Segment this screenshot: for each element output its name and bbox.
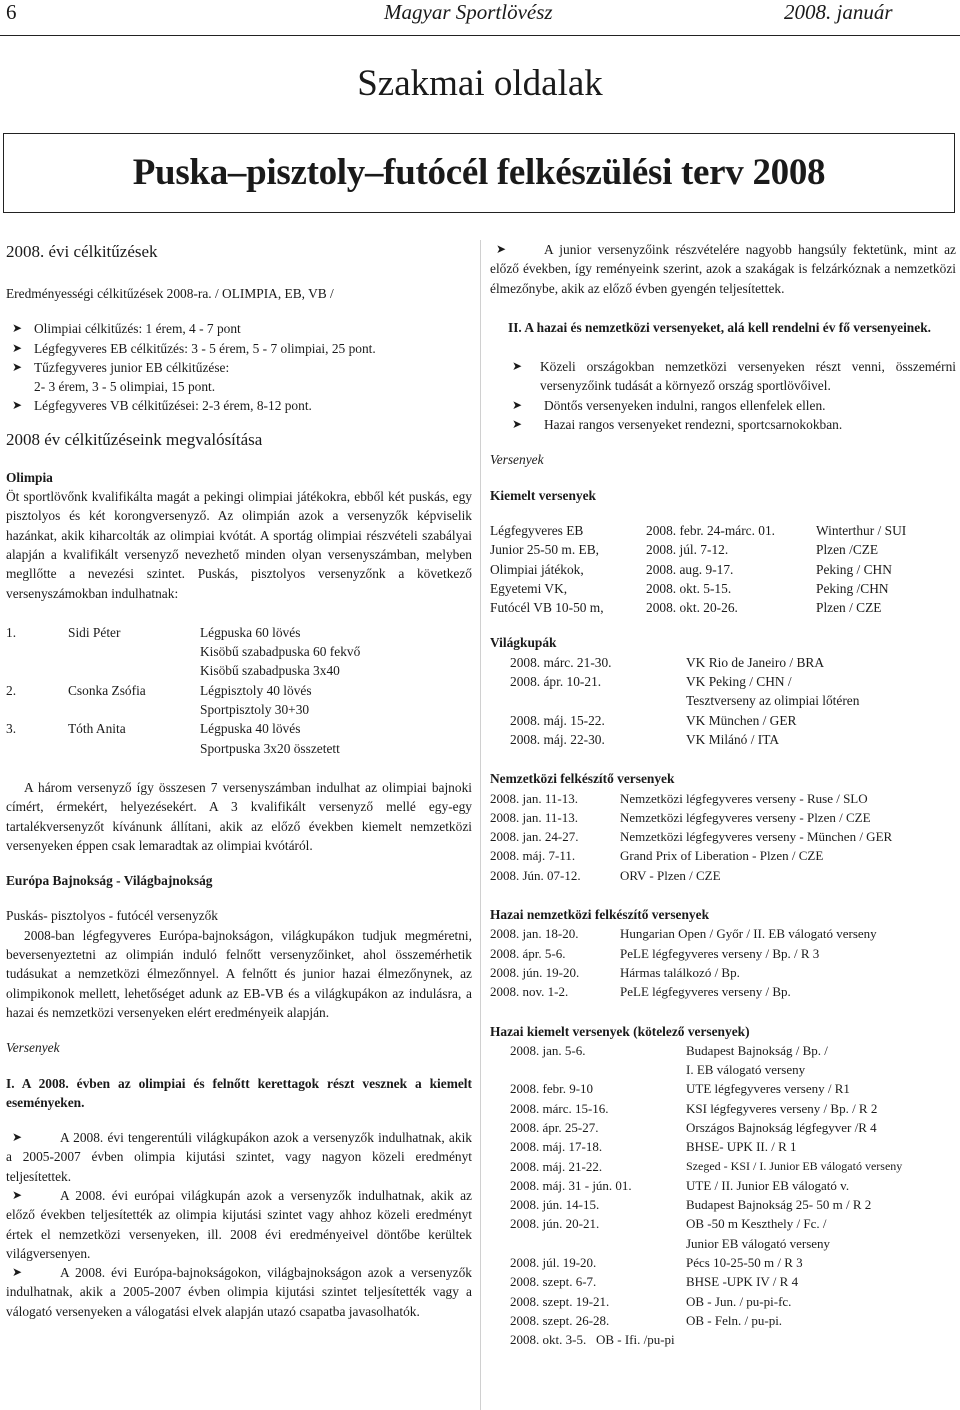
goal-bullet: ➤ Olimpiai célkitűzés: 1 érem, 4 - 7 pont xyxy=(6,319,472,338)
eb-subheading: Puskás- pisztolyos - futócél versenyzők xyxy=(6,908,218,924)
hazai-nk-heading: Hazai nemzetközi felkészítő versenyek xyxy=(490,907,710,923)
kiemelt-heading: Kiemelt versenyek xyxy=(490,487,596,503)
nemzetkozi-heading: Nemzetközi felkészítő versenyek xyxy=(490,771,675,787)
hazai-kiemelt-table xyxy=(490,1041,956,1350)
table-row: 2008. jún. 19-20. Hármas találkozó / Bp. xyxy=(490,964,740,980)
hazai-kiemelt-heading: Hazai kiemelt versenyek (kötelező versenyek) xyxy=(490,1023,750,1039)
athlete-row: 3. Tóth Anita Légpuska 40 lövés xyxy=(6,721,301,737)
table-row: 2008. okt. 3-5. OB - Ifi. /pu-pi xyxy=(510,1332,675,1348)
olimpia-paragraph: Öt sportlövőnk kvalifikálta magát a pekingi olimpiai játékokra, ebből két puskás, egy pisztolyos és két korongversenyző. Az olimpián azok a versenyzők képviselik hazánkat, akik kiharcolták az olimpiai kvótát. A sportág olimpiai részvételi szabályai alapján a kvalifikált versenyző nevezhető minden olyan versenyszámban, melyben megllőtte a nevezési szintet. Puskás, pisztolyos versenyzőnk a következő versenyszámokban indulhatnak: xyxy=(6,489,472,601)
table-row: 2008. ápr. 10-21. VK Peking / CHN / xyxy=(510,674,792,690)
point2-bullet: ➤ Közeli országokban nemzetközi versenyeken részt venni, összemérni versenyzőink tudását a környező ország sportlövőivel. xyxy=(512,359,956,394)
eb-paragraph: 2008-ban légfegyveres Európa-bajnokságon, világkupákon tudjuk megméretni, beversenyeztetni az olimpián induló felnőtt versenyzőinket, ahol összemérhetik tudásukat a nemzetközi élmezőnnyel. A felnőtt és junior hazai élmezőnynek, az olimpikonok mellett, lehetőséget adunk az EB-VB és a világkupákon az indulásra, a hazai és nemzetközi versenyeken elért eredményeik alapján. xyxy=(6,927,472,1020)
junior-bullet: ➤ A junior versenyzőink részvételére nagyobb hangsúly fektetünk, mint az előző években, így reményeink szerint, azok a szakágak is felzárkóznak a nemzetközi élmezőnybe, akik az előző évben gyengén teljesítettek. xyxy=(490,242,956,296)
table-row: 2008. szept. 6-7. BHSE -UPK IV / R 4 xyxy=(510,1274,799,1290)
versenyek-heading: Versenyek xyxy=(6,1040,60,1056)
arrow-bullet-icon: ➤ xyxy=(12,398,23,413)
point1-bullet: ➤ A 2008. évi Európa-bajnokságokon, világbajnokságon azok a versenyzők indulhatnak, akik a 2005-2007 évben olimpia kijutási szintet teljesítették vagy a válogató versenyeken a válogatási elvek alapján utazó csapatba javasolhatók. xyxy=(6,1265,472,1319)
point2-heading: II. A hazai és nemzetközi versenyeket, alá kell rendelni év fő versenyeinek. xyxy=(508,319,931,335)
table-row: Junior EB válogató verseny xyxy=(686,1235,831,1251)
table-row: Olimpiai játékok, 2008. aug. 9-17. Peking / CHN xyxy=(490,561,892,577)
vilagkupak-table xyxy=(490,653,956,749)
table-row: Junior 25-50 m. EB, 2008. júl. 7-12. Plzen /CZE xyxy=(490,542,879,558)
table-row: Légfegyveres EB 2008. febr. 24-márc. 01. Winterthur / SUI xyxy=(490,522,907,538)
hazai-nk-table xyxy=(490,924,956,1001)
heading-goals: 2008. évi célkitűzések xyxy=(6,242,158,261)
column-divider xyxy=(480,240,481,1410)
arrow-bullet-icon: ➤ xyxy=(12,359,23,374)
table-row: 2008. máj. 31 - jún. 01. UTE / II. Junior EB válogató v. xyxy=(510,1177,850,1193)
page-number: 6 xyxy=(6,0,17,24)
point1-bullet: ➤ A 2008. évi európai világkupán azok a versenyzők indulhatnak, akik az előző években teljesítették az olimpia kijutási szintet vagy ahhoz közeli eredményt értek el nemzetközi versenyeken, ill. 2008 évi eredményeivel döntőbe kerültek világversenyen. xyxy=(6,1187,472,1261)
table-row: 2008. jan. 5-6. Budapest Bajnokság / Bp. / xyxy=(510,1042,828,1058)
section-title: Szakmai oldalak xyxy=(357,63,603,104)
arrow-bullet-icon: ➤ xyxy=(12,340,23,355)
olimpia-paragraph-2: A három versenyző így összesen 7 versenyszámban indulhat az olimpiai bajnoki címért, érmekért, helyezésekért. A 3 kvalifikált versenyző mellé egy-egy tartalékversenyzőt kívánunk állítani, akik az előző években kiemelt nemzetközi versenyeken éppen csak lemaradtak az olimpiai kvótáról. xyxy=(6,779,472,853)
table-row: 2008. szept. 26-28. OB - Feln. / pu-pi. xyxy=(510,1312,783,1328)
table-row: 2008. márc. 21-30. VK Rio de Janeiro / BRA xyxy=(510,654,824,670)
goal-bullet: ➤ Tűzfegyveres junior EB célkitűzése: xyxy=(6,358,472,377)
heading-realize: 2008 év célkitűzéseink megvalósítása xyxy=(6,429,263,449)
olimpia-heading: Olimpia xyxy=(6,469,53,485)
table-row: 2008. szept. 19-21. OB - Jun. / pu-pi-fc. xyxy=(510,1293,792,1309)
header-rule xyxy=(0,35,960,36)
table-row: 2008. jún. 20-21. OB -50 m Keszthely / Fc. / xyxy=(510,1216,827,1232)
arrow-bullet-icon: ➤ xyxy=(512,359,523,374)
goal-bullet: ➤ Légfegyveres EB célkitűzés: 3 - 5 érem, 5 - 7 olimpiai, 25 pont. xyxy=(6,339,472,358)
table-row: 2008. febr. 9-10 UTE légfegyveres verseny / R1 xyxy=(510,1081,850,1097)
magazine-name: Magyar Sportlövész xyxy=(384,0,553,24)
table-row: 2008. jan. 24-27. Nemzetközi légfegyveres verseny - München / GER xyxy=(490,829,893,845)
kiemelt-table xyxy=(490,521,956,617)
table-row: 2008. máj. 22-30. VK Milánó / ITA xyxy=(510,731,780,747)
point2-bullet: ➤ Döntős versenyeken indulni, rangos ellenfelek ellen. xyxy=(490,396,956,415)
arrow-bullet-icon: ➤ xyxy=(496,242,507,256)
table-row: 2008. jún. 14-15. Budapest Bajnokság 25- 50 m / R 2 xyxy=(510,1197,872,1213)
eb-heading: Európa Bajnokság - Világbajnokság xyxy=(6,873,213,889)
running-header xyxy=(0,0,960,27)
table-row: 2008. jan. 18-20. Hungarian Open / Győr / II. EB válogató verseny xyxy=(490,926,877,942)
point2-bullet: ➤ Hazai rangos versenyeket rendezni, sportcsarnokokban. xyxy=(490,415,956,434)
table-row: 2008. júl. 19-20. Pécs 10-25-50 m / R 3 xyxy=(510,1255,803,1271)
table-row: Egyetemi VK, 2008. okt. 5-15. Peking /CHN xyxy=(490,580,889,596)
table-row: 2008. jan. 11-13. Nemzetközi légfegyveres verseny - Plzen / CZE xyxy=(490,809,871,825)
table-row: 2008. máj. 15-22. VK München / GER xyxy=(510,712,797,728)
table-row: 2008. máj. 17-18. BHSE- UPK II. / R 1 xyxy=(510,1139,797,1155)
arrow-bullet-icon: ➤ xyxy=(12,1187,23,1202)
arrow-bullet-icon: ➤ xyxy=(512,397,523,412)
goal-bullet: ➤ Légfegyveres VB célkitűzései: 2-3 érem, 8-12 pont. xyxy=(6,396,472,415)
vilagkupak-heading: Világkupák xyxy=(490,635,557,651)
athlete-list: 1. Sidi Péter Légpuska 60 lövés Kisöbű szabadpuska 60 fekvő Kisöbű szabadpuska 3x40 2. Csonka Zsófia Légpisztoly 40 lövés Sportpisztoly 30+30 3. Tóth Anita Légpuska 40 lövés Sportpuska 3x20 összetett xyxy=(6,623,472,758)
arrow-bullet-icon: ➤ xyxy=(512,417,523,432)
table-row: 2008. máj. 21-22. Szeged - KSI / I. Junior EB válogató verseny xyxy=(510,1158,903,1174)
table-row: 2008. ápr. 25-27. Országos Bajnokság légfegyver /R 4 xyxy=(510,1119,877,1135)
table-row: I. EB válogató verseny xyxy=(686,1062,806,1078)
table-row: 2008. márc. 15-16. KSI légfegyveres verseny / Bp. / R 2 xyxy=(510,1100,878,1116)
table-row: 2008. nov. 1-2. PeLE légfegyveres verseny / Bp. xyxy=(490,984,791,1000)
table-row: 2008. máj. 7-11. Grand Prix of Liberation - Plzen / CZE xyxy=(490,848,824,864)
article-title: Puska–pisztoly–futócél felkészülési terv 2008 xyxy=(3,133,955,213)
arrow-bullet-icon: ➤ xyxy=(12,321,23,336)
athlete-row: 1. Sidi Péter Légpuska 60 lövés xyxy=(6,624,301,640)
result-goals: Eredményességi célkitűzések 2008-ra. / OLIMPIA, EB, VB / xyxy=(6,286,334,301)
table-row: 2008. jan. 11-13. Nemzetközi légfegyveres verseny - Ruse / SLO xyxy=(490,790,868,806)
table-row: Futócél VB 10-50 m, 2008. okt. 20-26. Plzen / CZE xyxy=(490,600,882,616)
athlete-row: 2. Csonka Zsófia Légpisztoly 40 lövés xyxy=(6,682,312,698)
arrow-bullet-icon: ➤ xyxy=(12,1265,23,1280)
right-column xyxy=(490,240,956,1350)
issue-date: 2008. január xyxy=(784,0,893,24)
point1-bullet: ➤ A 2008. évi tengerentúli világkupákon azok a versenyzők indulhatnak, akik a 2005-2007 évben olimpia kijutási szintet, vagy nagyon közeli eredményt teljesítettek. xyxy=(6,1130,472,1184)
table-row: Tesztverseny az olimpiai lőtéren xyxy=(686,693,860,709)
versenyek-heading: Versenyek xyxy=(490,452,544,468)
table-row: 2008. ápr. 5-6. PeLE légfegyveres verseny / Bp. / R 3 xyxy=(490,945,820,961)
table-row: 2008. Jún. 07-12. ORV - Plzen / CZE xyxy=(490,867,721,883)
left-column xyxy=(6,240,472,1321)
arrow-bullet-icon: ➤ xyxy=(12,1130,23,1145)
point1-heading: I. A 2008. évben az olimpiai és felnőtt kerettagok részt vesznek a kiemelt eseményeken. xyxy=(6,1075,472,1110)
nemzetkozi-table xyxy=(490,789,956,885)
goal-bullet-cont: 2- 3 érem, 3 - 5 olimpiai, 15 pont. xyxy=(34,379,216,395)
